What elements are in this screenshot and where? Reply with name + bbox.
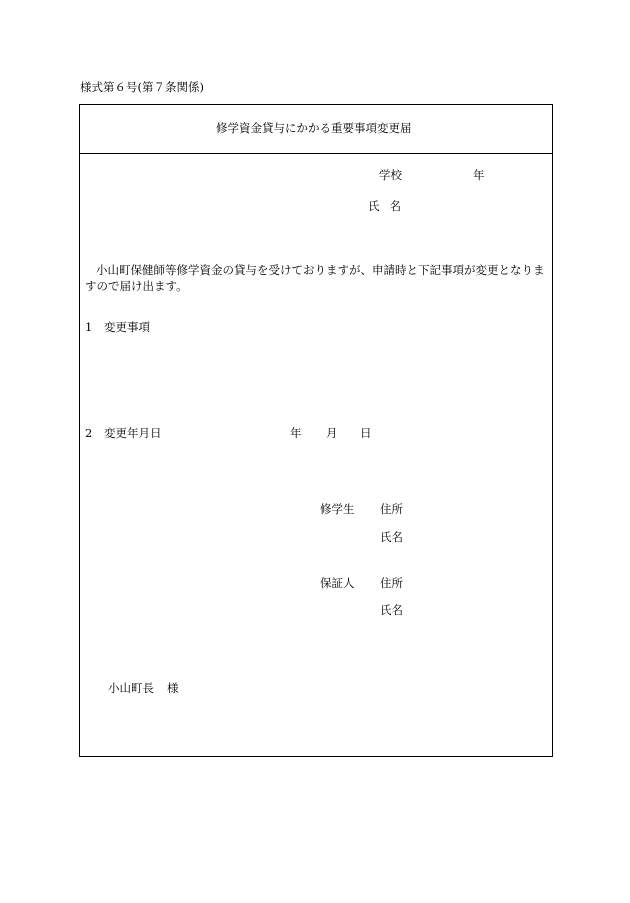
notice-body-text: 小山町保健師等修学資金の貸与を受けておりますが、申請時と下記事項が変更となりますので届け出ます。 (85, 263, 545, 293)
student-address-label: 住所 (380, 502, 403, 516)
change-date-day-label: 日 (360, 426, 372, 440)
addressee-honorific: 様 (167, 681, 179, 695)
school-year-label: 年 (473, 168, 485, 182)
applicant-name-label: 氏名 (368, 199, 411, 213)
guarantor-address-label: 住所 (380, 576, 403, 590)
item-1-number: 1 (85, 320, 93, 334)
change-date-year-label: 年 (290, 426, 302, 440)
guarantor-label: 保証人 (320, 576, 355, 590)
guarantor-name-label: 氏名 (380, 603, 403, 617)
school-label: 学校 (379, 168, 402, 182)
student-label: 修学生 (320, 502, 355, 516)
item-2-number: 2 (85, 426, 93, 440)
student-name-label: 氏名 (380, 530, 403, 544)
form-title: 修学資金貸与にかかる重要事項変更届 (216, 121, 412, 135)
item-2-label: 変更年月日 (104, 426, 162, 440)
title-divider (79, 153, 553, 154)
item-1-label: 変更事項 (104, 320, 150, 334)
form-caption: 様式第６号(第７条関係) (80, 80, 204, 94)
change-date-month-label: 月 (326, 426, 338, 440)
addressee-name: 小山町長 (108, 681, 154, 695)
